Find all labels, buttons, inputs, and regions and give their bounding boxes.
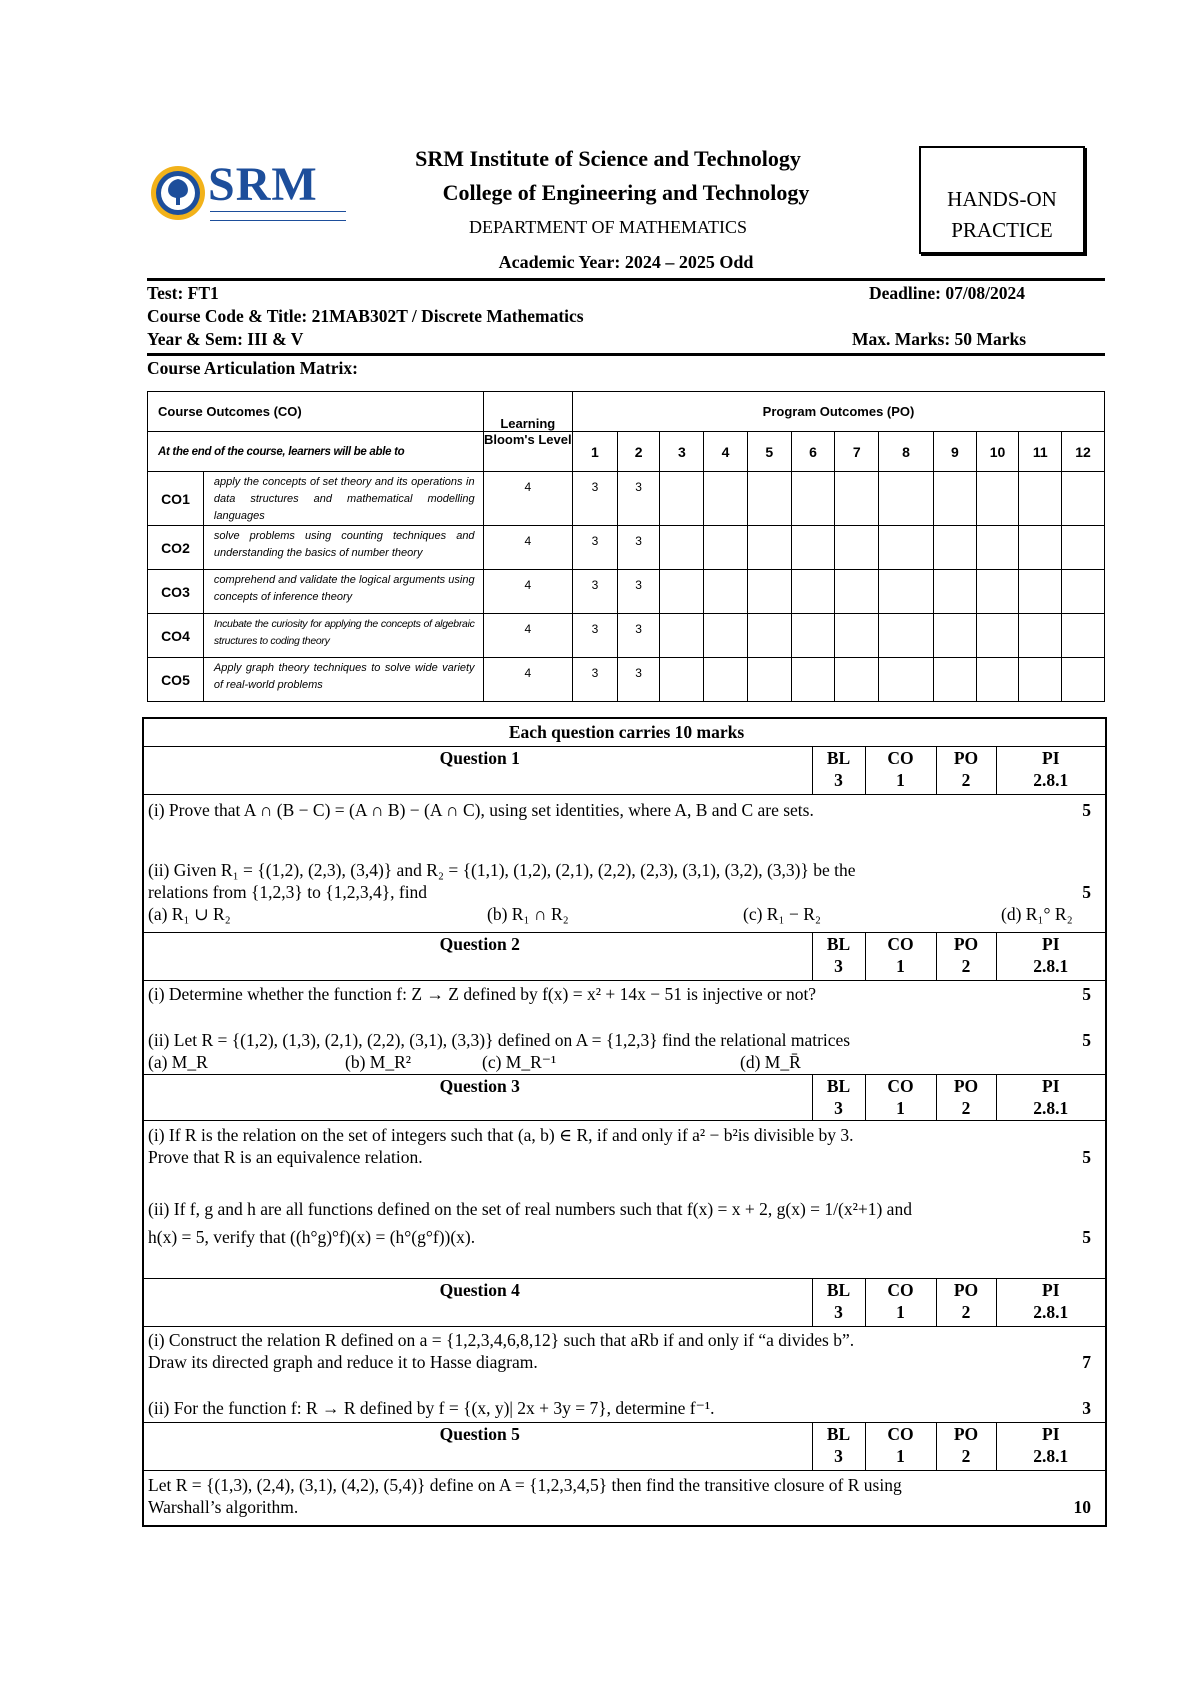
po1-value: 3 bbox=[573, 570, 618, 614]
co-row bbox=[148, 526, 1105, 570]
po2-value: 3 bbox=[617, 472, 660, 526]
co-label: CO bbox=[887, 1279, 914, 1300]
q2-option-c: (c) M_R⁻¹ bbox=[482, 1051, 557, 1072]
year-sem: Year & Sem: III & V bbox=[147, 329, 304, 349]
bl-label: BL bbox=[826, 1279, 851, 1300]
logo-wordmark: SRM bbox=[208, 158, 318, 211]
co-row bbox=[148, 614, 1105, 658]
po-header: Program Outcomes (PO) bbox=[573, 392, 1105, 432]
co-value: 1 bbox=[896, 769, 905, 790]
q4-part-i-line1: (i) Construct the relation R defined on a = {1,2,3,4,6,8,12} such that aRb if and only if “a divides b”. bbox=[148, 1329, 855, 1350]
bl-value: 3 bbox=[834, 769, 843, 790]
co-level: 4 bbox=[483, 472, 572, 526]
pi-cell bbox=[996, 1422, 1106, 1470]
co-value: 1 bbox=[896, 1097, 905, 1118]
bl-value: 3 bbox=[834, 1097, 843, 1118]
q4-part-i-line2: Draw its directed graph and reduce it to Hasse diagram. bbox=[148, 1351, 538, 1372]
q2-part-ii-marks: 5 bbox=[1082, 1029, 1092, 1050]
po-number: 8 bbox=[879, 432, 934, 472]
question-title: Question 1 bbox=[143, 746, 812, 794]
co-cell bbox=[865, 1278, 936, 1326]
po-number: 11 bbox=[1019, 432, 1062, 472]
po2-value: 3 bbox=[617, 526, 660, 570]
marks-banner: Each question carries 10 marks bbox=[143, 718, 1106, 746]
question-body bbox=[143, 1470, 1106, 1526]
q4-part-i-marks: 7 bbox=[1082, 1351, 1092, 1372]
q1-option-b: (b) R₁ ∩ R₂ bbox=[487, 903, 569, 924]
pi-label: PI bbox=[1042, 933, 1060, 954]
q1-part-ii-line2: relations from {1,2,3} to {1,2,3,4}, find bbox=[148, 881, 428, 902]
q3-part-ii-line2: h(x) = 5, verify that ((h°g)°f)(x) = (h°(g°f))(x). bbox=[148, 1226, 476, 1247]
course-articulation-matrix bbox=[147, 391, 1105, 702]
po-cell bbox=[936, 1278, 996, 1326]
po-number: 7 bbox=[835, 432, 879, 472]
q2-part-i: (i) Determine whether the function f: Z → Z defined by f(x) = x² + 14x − 51 is injective or not? bbox=[148, 983, 817, 1004]
co-value: 1 bbox=[896, 1301, 905, 1322]
question-body bbox=[143, 794, 1106, 932]
co-value: 1 bbox=[896, 1445, 905, 1466]
bl-cell bbox=[812, 1074, 865, 1120]
co-level: 4 bbox=[483, 614, 572, 658]
bl-cell bbox=[812, 1278, 865, 1326]
pi-label: PI bbox=[1042, 1075, 1060, 1096]
co-header: Course Outcomes (CO) bbox=[148, 392, 484, 432]
po1-value: 3 bbox=[573, 526, 618, 570]
co-description: Incubate the curiosity for applying the concepts of algebraic structures to coding theory bbox=[203, 614, 483, 658]
question-title: Question 4 bbox=[143, 1278, 812, 1326]
bl-label: BL bbox=[826, 1075, 851, 1096]
learning-header: Learning bbox=[483, 392, 572, 432]
co-label: CO bbox=[887, 1423, 914, 1444]
po-cell bbox=[936, 1074, 996, 1120]
pi-cell bbox=[996, 746, 1106, 794]
academic-year: Academic Year: 2024 – 2025 Odd bbox=[498, 252, 754, 272]
co-id: CO1 bbox=[148, 472, 204, 526]
co-label: CO bbox=[887, 933, 914, 954]
po1-value: 3 bbox=[573, 658, 618, 702]
q2-option-b: (b) M_R² bbox=[345, 1051, 412, 1072]
co-id: CO3 bbox=[148, 570, 204, 614]
q2-option-d: (d) M_R̄ bbox=[740, 1051, 801, 1072]
question-header-row bbox=[143, 932, 1106, 980]
pi-cell bbox=[996, 1074, 1106, 1120]
bl-label: BL bbox=[826, 747, 851, 768]
q5-line1: Let R = {(1,3), (2,4), (3,1), (4,2), (5,4)} define on A = {1,2,3,4,5} then find the transitive closure of R using bbox=[148, 1474, 902, 1495]
po-label: PO bbox=[953, 1423, 979, 1444]
po-label: PO bbox=[953, 1279, 979, 1300]
header-rule-top bbox=[147, 278, 1105, 281]
srm-logo bbox=[146, 158, 352, 233]
co-cell bbox=[865, 1074, 936, 1120]
pi-value: 2.8.1 bbox=[1033, 1445, 1069, 1466]
badge-line2: PRACTICE bbox=[951, 218, 1053, 242]
question-title: Question 5 bbox=[143, 1422, 812, 1470]
q2-part-ii: (ii) Let R = {(1,2), (1,3), (2,1), (2,2), (3,1), (3,3)} defined on A = {1,2,3} find the relational matrices bbox=[148, 1029, 851, 1050]
question-title: Question 3 bbox=[143, 1074, 812, 1120]
cam-title: Course Articulation Matrix: bbox=[147, 358, 358, 378]
po-number: 12 bbox=[1062, 432, 1105, 472]
q1-option-c: (c) R₁ − R₂ bbox=[743, 903, 821, 924]
question-header-row bbox=[143, 1422, 1106, 1470]
q1-part-ii-line1: (ii) Given R₁ = {(1,2), (2,3), (3,4)} and R₂ = {(1,1), (1,2), (2,1), (2,2), (2,3), (3,1), (3,2), (3,3)} be the bbox=[148, 859, 856, 880]
po-number: 3 bbox=[660, 432, 704, 472]
header-rule-bottom bbox=[147, 353, 1105, 356]
po-cell bbox=[936, 1422, 996, 1470]
pi-label: PI bbox=[1042, 747, 1060, 768]
co-description: solve problems using counting techniques and understanding the basics of number theory bbox=[203, 526, 483, 570]
pi-value: 2.8.1 bbox=[1033, 769, 1069, 790]
q4-part-ii: (ii) For the function f: R → R defined by f = {(x, y)| 2x + 3y = 7}, determine f⁻¹. bbox=[148, 1397, 715, 1418]
department-name: DEPARTMENT OF MATHEMATICS bbox=[469, 217, 747, 237]
pi-cell bbox=[996, 1278, 1106, 1326]
po-number: 9 bbox=[933, 432, 976, 472]
bl-cell bbox=[812, 932, 865, 980]
q2-part-i-marks: 5 bbox=[1082, 983, 1092, 1004]
po-cell bbox=[936, 746, 996, 794]
co-id: CO4 bbox=[148, 614, 204, 658]
q4-part-ii-marks: 3 bbox=[1082, 1397, 1092, 1418]
q3-part-i-marks: 5 bbox=[1082, 1146, 1092, 1167]
q3-part-i-line2: Prove that R is an equivalence relation. bbox=[148, 1146, 423, 1167]
co-level: 4 bbox=[483, 526, 572, 570]
q3-part-ii-marks: 5 bbox=[1082, 1226, 1092, 1247]
po-number: 1 bbox=[573, 432, 618, 472]
question-header-row bbox=[143, 1074, 1106, 1120]
po-number: 4 bbox=[704, 432, 748, 472]
pi-cell bbox=[996, 932, 1106, 980]
po1-value: 3 bbox=[573, 614, 618, 658]
pi-label: PI bbox=[1042, 1279, 1060, 1300]
badge-line1: HANDS-ON bbox=[947, 187, 1057, 211]
co-cell bbox=[865, 932, 936, 980]
question-body bbox=[143, 980, 1106, 1074]
po2-value: 3 bbox=[617, 614, 660, 658]
blooms-header: Bloom's Level bbox=[483, 432, 572, 472]
q5-line2: Warshall’s algorithm. bbox=[148, 1496, 299, 1517]
po-number: 6 bbox=[791, 432, 835, 472]
bl-value: 3 bbox=[834, 955, 843, 976]
co-label: CO bbox=[887, 1075, 914, 1096]
po-value: 2 bbox=[961, 1301, 971, 1322]
bl-value: 3 bbox=[834, 1301, 843, 1322]
question-header-row bbox=[143, 1278, 1106, 1326]
co-description: apply the concepts of set theory and its operations in data structures and mathematical modelling languages bbox=[203, 472, 483, 526]
po2-value: 3 bbox=[617, 658, 660, 702]
co-cell bbox=[865, 1422, 936, 1470]
course-title: Course Code & Title: 21MAB302T / Discrete Mathematics bbox=[147, 306, 584, 326]
pi-value: 2.8.1 bbox=[1033, 1097, 1069, 1118]
question-header-row bbox=[143, 746, 1106, 794]
po-value: 2 bbox=[961, 955, 971, 976]
co-id: CO5 bbox=[148, 658, 204, 702]
po-cell bbox=[936, 932, 996, 980]
po-value: 2 bbox=[961, 1097, 971, 1118]
co-row bbox=[148, 472, 1105, 526]
bl-cell bbox=[812, 746, 865, 794]
po-label: PO bbox=[953, 1075, 979, 1096]
co-subheader: At the end of the course, learners will be able to bbox=[148, 432, 484, 472]
q1-part-i: (i) Prove that A ∩ (B − C) = (A ∩ B) − (A ∩ C), using set identities, where A, B and C are sets. bbox=[148, 799, 814, 820]
bl-cell bbox=[812, 1422, 865, 1470]
question-body bbox=[143, 1120, 1106, 1278]
q1-option-d: (d) R₁° R₂ bbox=[1001, 903, 1073, 924]
deadline: Deadline: 07/08/2024 bbox=[869, 283, 1026, 303]
institute-name: SRM Institute of Science and Technology bbox=[415, 146, 801, 171]
logo-subtext bbox=[210, 211, 346, 221]
co-row bbox=[148, 658, 1105, 702]
pi-value: 2.8.1 bbox=[1033, 955, 1069, 976]
po-value: 2 bbox=[961, 769, 971, 790]
po-number: 5 bbox=[747, 432, 791, 472]
q3-part-ii-line1: (ii) If f, g and h are all functions defined on the set of real numbers such that f(x) = x + 2, g(x) = 1/(x²+1) and bbox=[148, 1198, 912, 1219]
bl-label: BL bbox=[826, 1423, 851, 1444]
hands-on-badge bbox=[919, 146, 1085, 254]
po-number: 10 bbox=[976, 432, 1019, 472]
q1-part-i-marks: 5 bbox=[1082, 799, 1092, 820]
q5-marks: 10 bbox=[1073, 1496, 1092, 1517]
po1-value: 3 bbox=[573, 472, 618, 526]
bl-label: BL bbox=[826, 933, 851, 954]
max-marks: Max. Marks: 50 Marks bbox=[852, 329, 1027, 349]
po2-value: 3 bbox=[617, 570, 660, 614]
pi-label: PI bbox=[1042, 1423, 1060, 1444]
q2-option-a: (a) M_R bbox=[148, 1051, 208, 1072]
po-label: PO bbox=[953, 747, 979, 768]
co-row bbox=[148, 570, 1105, 614]
po-number: 2 bbox=[617, 432, 660, 472]
co-id: CO2 bbox=[148, 526, 204, 570]
question-body bbox=[143, 1326, 1106, 1422]
co-description: Apply graph theory techniques to solve wide variety of real-world problems bbox=[203, 658, 483, 702]
co-label: CO bbox=[887, 747, 914, 768]
po-value: 2 bbox=[961, 1445, 971, 1466]
pi-value: 2.8.1 bbox=[1033, 1301, 1069, 1322]
question-title: Question 2 bbox=[143, 932, 812, 980]
co-description: comprehend and validate the logical arguments using concepts of inference theory bbox=[203, 570, 483, 614]
q1-option-a: (a) R₁ ∪ R₂ bbox=[148, 903, 231, 924]
po-label: PO bbox=[953, 933, 979, 954]
co-value: 1 bbox=[896, 955, 905, 976]
question-table bbox=[142, 717, 1107, 1527]
bl-value: 3 bbox=[834, 1445, 843, 1466]
q3-part-i-line1: (i) If R is the relation on the set of integers such that (a, b) ∈ R, if and only if a² − b²is divisible by 3. bbox=[148, 1124, 854, 1145]
test-name: Test: FT1 bbox=[147, 283, 219, 303]
co-level: 4 bbox=[483, 570, 572, 614]
college-name: College of Engineering and Technology bbox=[442, 180, 810, 205]
co-level: 4 bbox=[483, 658, 572, 702]
q1-part-ii-marks: 5 bbox=[1082, 881, 1092, 902]
co-cell bbox=[865, 746, 936, 794]
